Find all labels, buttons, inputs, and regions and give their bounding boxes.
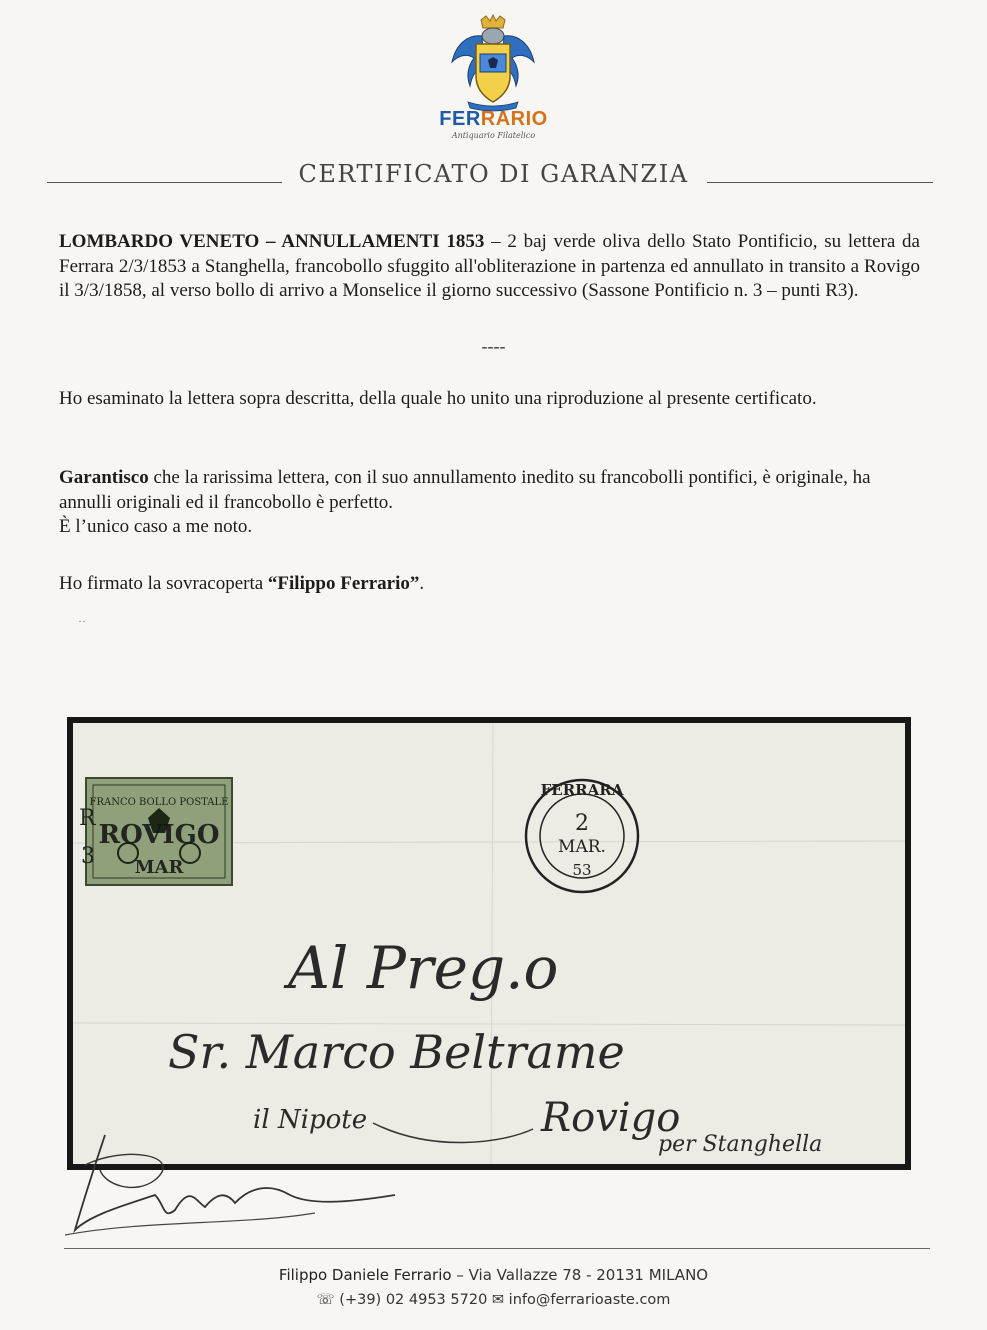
stray-marks: ·· xyxy=(78,614,86,628)
footer-contact-line xyxy=(0,1292,987,1308)
address-line-5: per Stanghella xyxy=(658,1132,823,1157)
signature-statement-start: Ho firmato la sovracoperta xyxy=(59,573,268,594)
separator-dashes: ---- xyxy=(481,336,506,356)
address-line-3: il Nipote xyxy=(253,1105,368,1135)
signature-name: “Filippo Ferrario” xyxy=(267,573,420,594)
envelope-icon: ✉ xyxy=(491,1292,505,1308)
footer-email: info@ferrarioaste.com xyxy=(504,1292,671,1308)
footer-name: Filippo Daniele Ferrario xyxy=(278,1266,452,1284)
address-line-4: Rovigo xyxy=(541,1095,681,1141)
certificate-title: CERTIFICATO DI GARANZIA xyxy=(298,160,689,188)
rovigo-cancel: ROVIGO xyxy=(98,820,220,850)
description-heading: LOMBARDO VENETO – ANNULLAMENTI 1853 xyxy=(59,231,485,252)
ferrara-postmark xyxy=(526,780,638,892)
brand-name-part1: FER xyxy=(439,108,481,130)
address-line-1: Al Preg.o xyxy=(288,934,559,1002)
footer-rule xyxy=(64,1248,930,1249)
svg-text:R: R xyxy=(79,806,96,831)
brand-tagline: Antiquario Filatelico xyxy=(451,131,536,140)
unique-case-line: È l’unico caso a me noto. xyxy=(59,516,253,537)
address-line-2: Sr. Marco Beltrame xyxy=(168,1025,625,1079)
signature-statement xyxy=(59,572,920,597)
examination-paragraph: Ho esaminato la lettera sopra descritta, della quale ho unito una riproduzione al presente certificato. xyxy=(59,388,817,409)
guarantee-paragraph xyxy=(59,466,920,540)
stamp-top-text: FRANCO BOLLO POSTALE xyxy=(89,797,229,808)
postmark-month: MAR. xyxy=(558,837,606,857)
footer-address-line xyxy=(0,1266,987,1284)
letter-drawing xyxy=(73,723,905,1164)
svg-text:MAR: MAR xyxy=(134,857,184,878)
signature-scribble xyxy=(65,1125,405,1245)
footer-address: – Via Vallazze 78 - 20131 MILANO xyxy=(451,1266,709,1284)
pontifical-stamp xyxy=(86,778,232,885)
svg-text:3: 3 xyxy=(81,844,95,869)
footer-phone: (+39) 02 4953 5720 xyxy=(334,1292,492,1308)
brand-name-part2: RARIO xyxy=(480,108,548,130)
letter-photograph xyxy=(67,717,911,1170)
postmark-year: 53 xyxy=(572,861,592,879)
ferrario-coat-of-arms-logo xyxy=(438,14,548,114)
guarantee-keyword: Garantisco xyxy=(59,467,149,488)
postmark-town: FERRARA xyxy=(540,781,624,799)
guarantee-body: che la rarissima lettera, con il suo annullamento inedito su francobolli pontifici, è originale, ha annulli originali ed il francobollo è perfetto. xyxy=(59,467,871,513)
postmark-day: 2 xyxy=(575,811,589,836)
signature-statement-end: . xyxy=(419,573,425,594)
title-rule-right xyxy=(707,182,933,183)
brand-name xyxy=(0,108,987,131)
telephone-icon: ☏ xyxy=(316,1292,335,1308)
description-body: – 2 baj verde oliva dello Stato Pontificio, su lettera da Ferrara 2/3/1853 a Stanghella, francobollo sfuggito all'obliterazione in partenza ed annullato in transito a Rovigo il 3/3/1858, al verso bollo di arrivo a Monselice il giorno successivo (Sassone Pontificio n. 3 – punti R3). xyxy=(59,231,920,301)
description-paragraph xyxy=(59,230,920,304)
